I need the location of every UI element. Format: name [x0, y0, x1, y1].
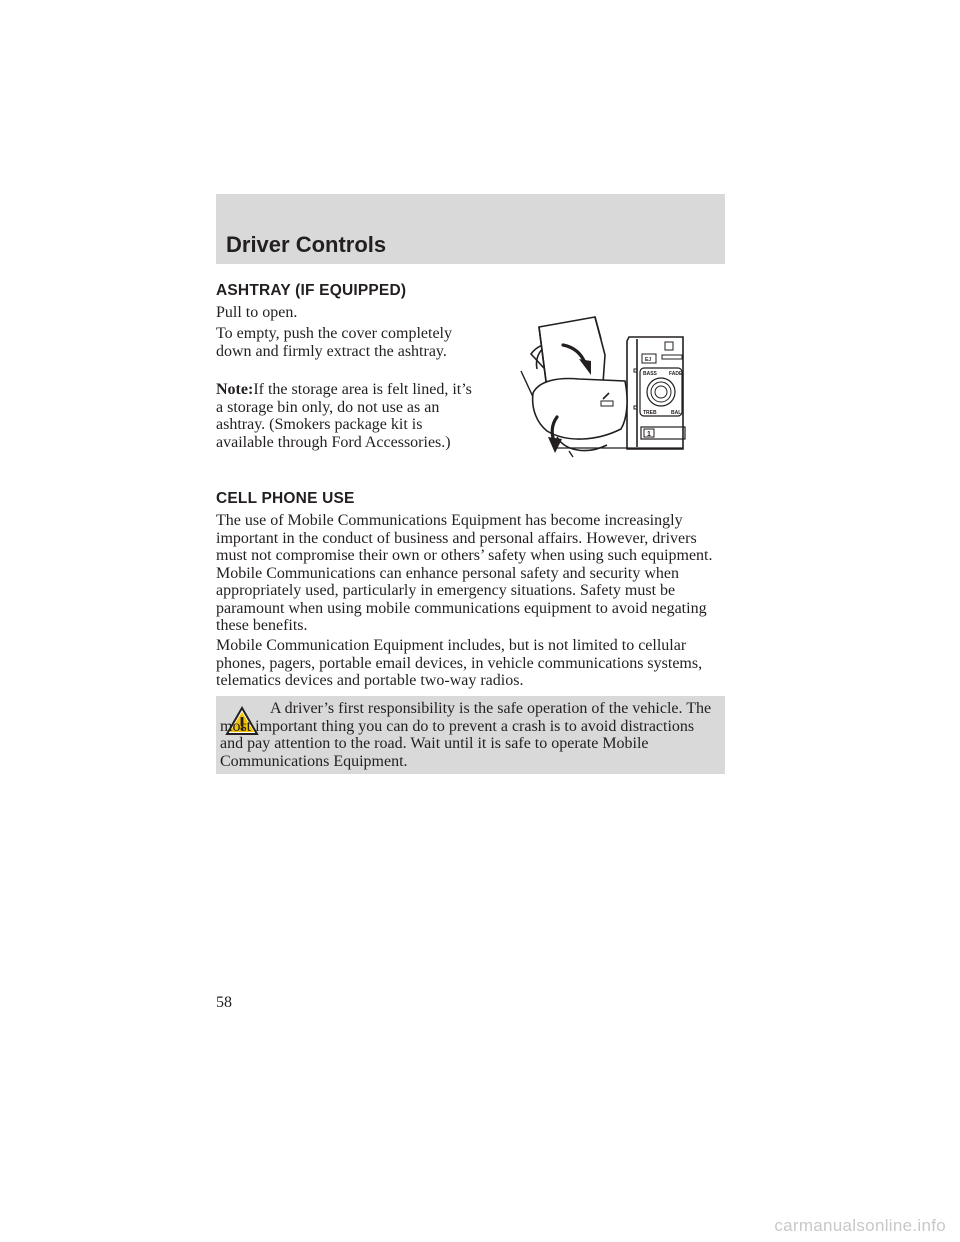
page-number: 58	[216, 994, 232, 1011]
cell-phone-paragraph-1: The use of Mobile Communications Equipment has become increasingly important in the conduct of business and personal affairs. However, drivers must not compromise their own or others’ safety when using such equipment. Mobile Communications can enhance personal safety and security when appropriately used, particularly in emergency situations. Safety must be paramount when using mobile communications equipment to avoid negating these benefits.	[216, 512, 713, 634]
radio-label-bal: BAL	[671, 410, 682, 416]
cell-phone-paragraph-2: Mobile Communication Equipment includes, but is not limited to cellular phones, pagers, portable email devices, in vehicle communications systems, telematics devices and portable two-way radios.	[216, 637, 703, 689]
warning-box	[216, 696, 725, 774]
ashtray-note	[216, 381, 481, 451]
section-title: Driver Controls	[226, 232, 387, 257]
cell-phone-heading: CELL PHONE USE	[216, 490, 355, 507]
note-label: Note:	[216, 381, 254, 398]
ashtray-illustration	[517, 311, 687, 459]
watermark: carmanualsonline.info	[774, 1216, 946, 1235]
radio-label-fade: FADE	[669, 371, 683, 377]
ashtray-paragraph-1: Pull to open.	[216, 304, 298, 321]
radio-label-treb: TREB	[643, 410, 657, 416]
ashtray-paragraph-2: To empty, push the cover completely down and firmly extract the ashtray.	[216, 325, 452, 360]
warning-text: A driver’s first responsibility is the safe operation of the vehicle. The most important thing you can do to prevent a crash is to avoid distractions and pay attention to the road. Wait until it is safe to operate Mobile Communications Equipment.	[220, 700, 712, 770]
note-text: If the storage area is felt lined, it’s a storage bin only, do not use as an ashtray. (Smokers package kit is available through Ford Accessories.)	[216, 381, 472, 451]
section-header-band	[216, 194, 725, 264]
radio-label-ej: EJ	[645, 357, 652, 363]
ashtray-heading: ASHTRAY (IF EQUIPPED)	[216, 282, 407, 299]
radio-preset-label: 1	[647, 431, 651, 438]
radio-label-bass: BASS	[643, 371, 657, 377]
